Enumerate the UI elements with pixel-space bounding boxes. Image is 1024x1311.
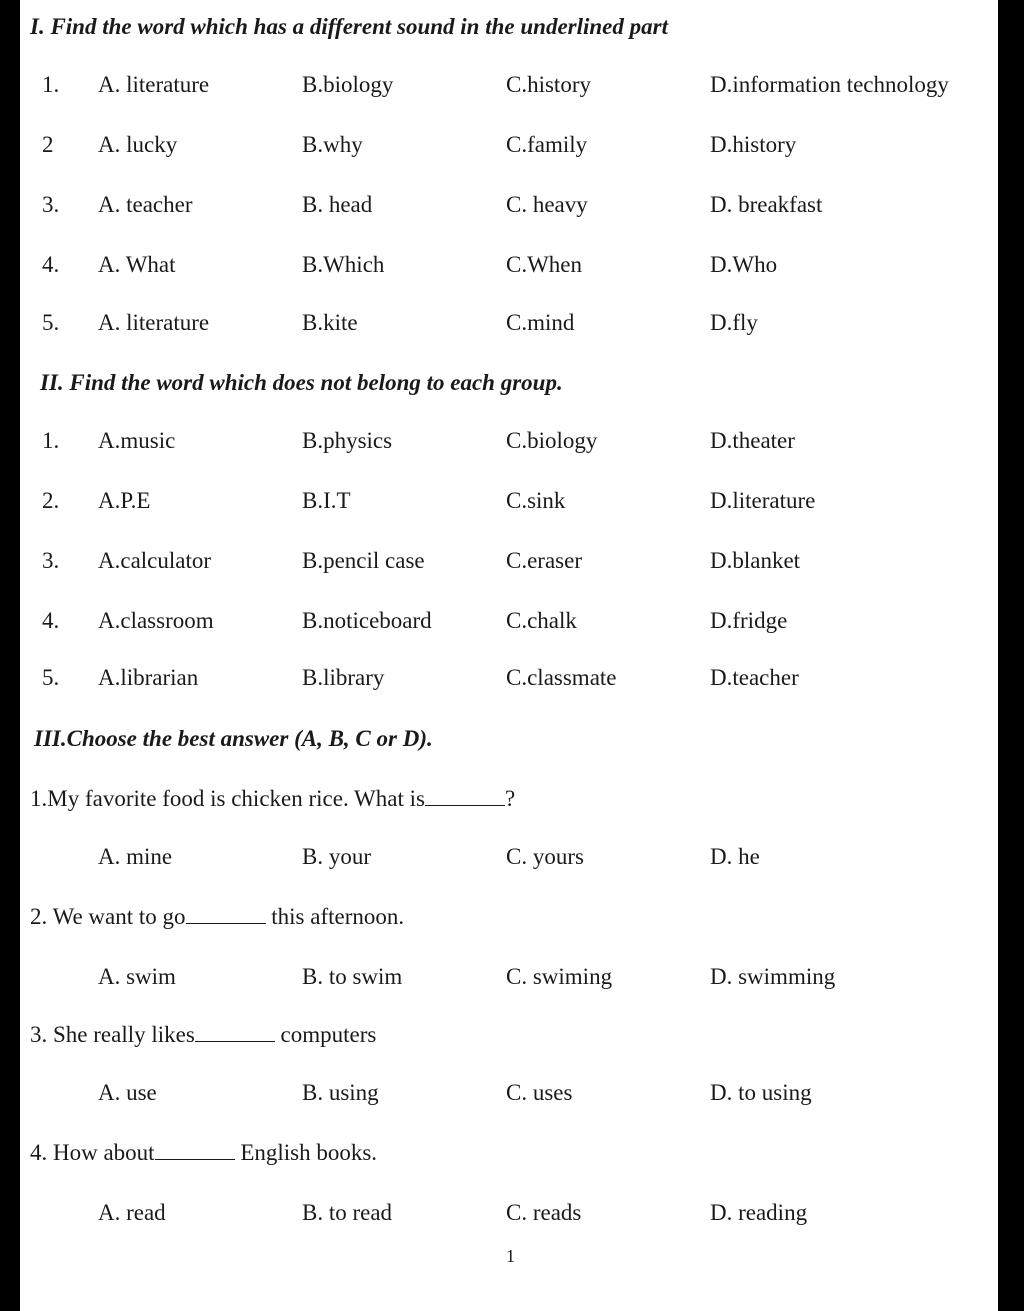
option-c: C.eraser <box>506 548 582 573</box>
option-c: C.biology <box>506 428 598 453</box>
option-b: B. using <box>302 1080 379 1105</box>
answer-blank <box>155 1141 235 1160</box>
question-text: 1.My favorite food is chicken rice. What is <box>30 786 425 811</box>
option-d: D.blanket <box>710 548 801 573</box>
s1-row-4 <box>20 252 998 286</box>
q1-options <box>20 844 998 878</box>
option-d: D. he <box>710 844 760 869</box>
row-number: 5. <box>42 665 60 690</box>
option-a: A. swim <box>98 964 176 989</box>
option-a: A. literature <box>98 72 210 97</box>
option-c: C.chalk <box>506 608 577 633</box>
option-a: A.librarian <box>98 665 199 690</box>
option-d: D.literature <box>710 488 816 513</box>
row-number: 2. <box>42 488 60 513</box>
option-b: B.biology <box>302 72 394 97</box>
section-3-heading: III.Choose the best answer (A, B, C or D). <box>34 726 433 751</box>
section-2-heading: II. Find the word which does not belong to each group. <box>40 370 563 395</box>
option-d: D. reading <box>710 1200 808 1225</box>
option-d: D. swimming <box>710 964 836 989</box>
option-c: C. uses <box>506 1080 573 1105</box>
option-a: A.classroom <box>98 608 214 633</box>
option-d: D. breakfast <box>710 192 823 217</box>
option-b: B.pencil case <box>302 548 425 573</box>
option-b: B.noticeboard <box>302 608 432 633</box>
question-text-end: ? <box>504 786 516 811</box>
row-number: 2 <box>42 132 54 157</box>
answer-blank <box>186 905 266 924</box>
option-b: B. head <box>302 192 373 217</box>
option-d: D.information technology <box>710 72 949 97</box>
s1-row-2 <box>20 132 998 166</box>
question-text: 4. How about <box>30 1140 155 1165</box>
option-d: D.fly <box>710 310 758 335</box>
option-a: A.music <box>98 428 176 453</box>
option-d: D.theater <box>710 428 795 453</box>
question-3 <box>30 1022 376 1048</box>
page-number: 1 <box>506 1246 515 1266</box>
option-a: A. literature <box>98 310 210 335</box>
row-number: 1. <box>42 428 60 453</box>
option-a: A. lucky <box>98 132 178 157</box>
question-4 <box>30 1140 377 1166</box>
option-d: D.teacher <box>710 665 799 690</box>
option-c: C. yours <box>506 844 584 869</box>
option-c: C. swiming <box>506 964 613 989</box>
option-c: C.sink <box>506 488 566 513</box>
s1-row-3 <box>20 192 998 226</box>
s2-row-4 <box>20 608 998 642</box>
option-a: A.calculator <box>98 548 212 573</box>
option-b: B.kite <box>302 310 358 335</box>
option-c: C. heavy <box>506 192 588 217</box>
option-b: B. to read <box>302 1200 393 1225</box>
question-text-end: this afternoon. <box>265 904 405 929</box>
worksheet-page <box>20 0 998 1311</box>
option-b: B.I.T <box>302 488 351 513</box>
s1-row-5 <box>20 310 998 344</box>
option-b: B.why <box>302 132 363 157</box>
question-1 <box>30 786 515 812</box>
section-1-heading: I. Find the word which has a different sound in the underlined part <box>30 14 668 39</box>
option-a: A. mine <box>98 844 173 869</box>
option-a: A. use <box>98 1080 157 1105</box>
row-number: 4. <box>42 608 60 633</box>
q2-options <box>20 964 998 998</box>
answer-blank <box>195 1023 275 1042</box>
option-c: C.classmate <box>506 665 617 690</box>
option-b: B.physics <box>302 428 393 453</box>
s1-row-1 <box>20 72 998 106</box>
s2-row-5 <box>20 665 998 699</box>
row-number: 3. <box>42 548 60 573</box>
row-number: 4. <box>42 252 60 277</box>
question-text-end: computers <box>274 1022 377 1047</box>
option-b: B.library <box>302 665 385 690</box>
row-number: 5. <box>42 310 60 335</box>
question-text: 3. She really likes <box>30 1022 195 1047</box>
option-b: B.Which <box>302 252 385 277</box>
question-text: 2. We want to go <box>30 904 186 929</box>
option-c: C.mind <box>506 310 575 335</box>
answer-blank <box>425 787 505 806</box>
option-d: D.fridge <box>710 608 788 633</box>
row-number: 1. <box>42 72 60 97</box>
option-c: C. reads <box>506 1200 582 1225</box>
s2-row-1 <box>20 428 998 462</box>
option-b: B. your <box>302 844 371 869</box>
option-c: C.When <box>506 252 583 277</box>
s2-row-3 <box>20 548 998 582</box>
option-c: C.family <box>506 132 588 157</box>
q3-options <box>20 1080 998 1114</box>
option-a: A. What <box>98 252 176 277</box>
option-d: D.Who <box>710 252 778 277</box>
option-b: B. to swim <box>302 964 403 989</box>
s2-row-2 <box>20 488 998 522</box>
question-text-end: English books. <box>234 1140 378 1165</box>
option-a: A. read <box>98 1200 166 1225</box>
row-number: 3. <box>42 192 60 217</box>
q4-options <box>20 1200 998 1234</box>
option-d: D.history <box>710 132 797 157</box>
option-a: A.P.E <box>98 488 151 513</box>
option-a: A. teacher <box>98 192 193 217</box>
option-d: D. to using <box>710 1080 812 1105</box>
option-c: C.history <box>506 72 591 97</box>
question-2 <box>30 904 404 930</box>
